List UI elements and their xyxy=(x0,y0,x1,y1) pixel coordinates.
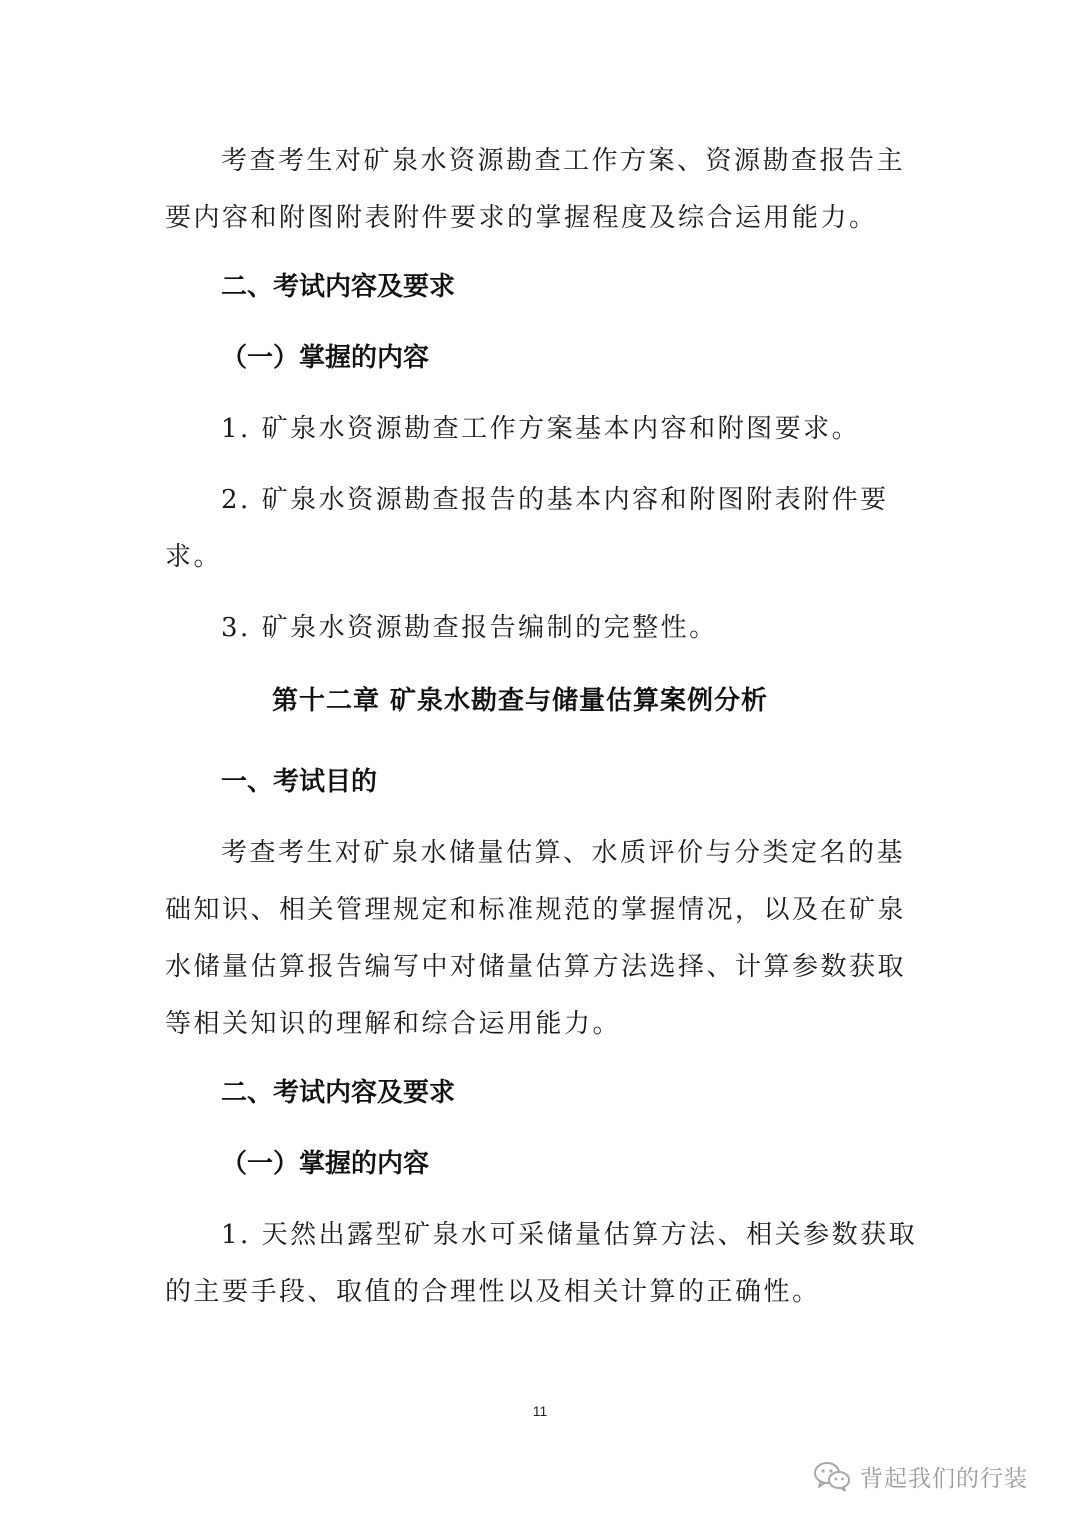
list-item-continuation: 求。 xyxy=(165,542,223,572)
subsection-heading: （一）掌握的内容 xyxy=(221,1149,430,1179)
watermark xyxy=(812,1456,1028,1496)
paragraph-line: 等相关知识的理解和综合运用能力。 xyxy=(165,1009,622,1039)
paragraph-line: 水储量估算报告编写中对储量估算方法选择、计算参数获取 xyxy=(165,952,907,982)
list-item: 1. 天然出露型矿泉水可采储量估算方法、相关参数获取 xyxy=(221,1220,918,1250)
list-item-continuation: 的主要手段、取值的合理性以及相关计算的正确性。 xyxy=(165,1277,821,1307)
paragraph-line: 要内容和附图附表附件要求的掌握程度及综合运用能力。 xyxy=(165,203,878,233)
list-item: 2. 矿泉水资源勘查报告的基本内容和附图附表附件要 xyxy=(221,485,889,515)
list-item: 3. 矿泉水资源勘查报告编制的完整性。 xyxy=(221,613,718,643)
section-heading: 二、考试内容及要求 xyxy=(221,1078,456,1108)
subsection-heading: （一）掌握的内容 xyxy=(221,343,430,373)
watermark-text: 背起我们的行装 xyxy=(860,1465,1028,1492)
chapter-title: 第十二章 矿泉水勘查与储量估算案例分析 xyxy=(272,686,769,716)
paragraph-line: 础知识、相关管理规定和标准规范的掌握情况，以及在矿泉 xyxy=(165,895,907,925)
section-heading: 一、考试目的 xyxy=(221,767,378,797)
wechat-icon xyxy=(812,1460,852,1492)
page-number: 11 xyxy=(532,1403,548,1419)
list-item: 1. 矿泉水资源勘查工作方案基本内容和附图要求。 xyxy=(221,414,861,444)
section-heading: 二、考试内容及要求 xyxy=(221,272,456,302)
paragraph-line: 考查考生对矿泉水资源勘查工作方案、资源勘查报告主 xyxy=(221,146,906,176)
paragraph-line: 考查考生对矿泉水储量估算、水质评价与分类定名的基 xyxy=(221,838,906,868)
